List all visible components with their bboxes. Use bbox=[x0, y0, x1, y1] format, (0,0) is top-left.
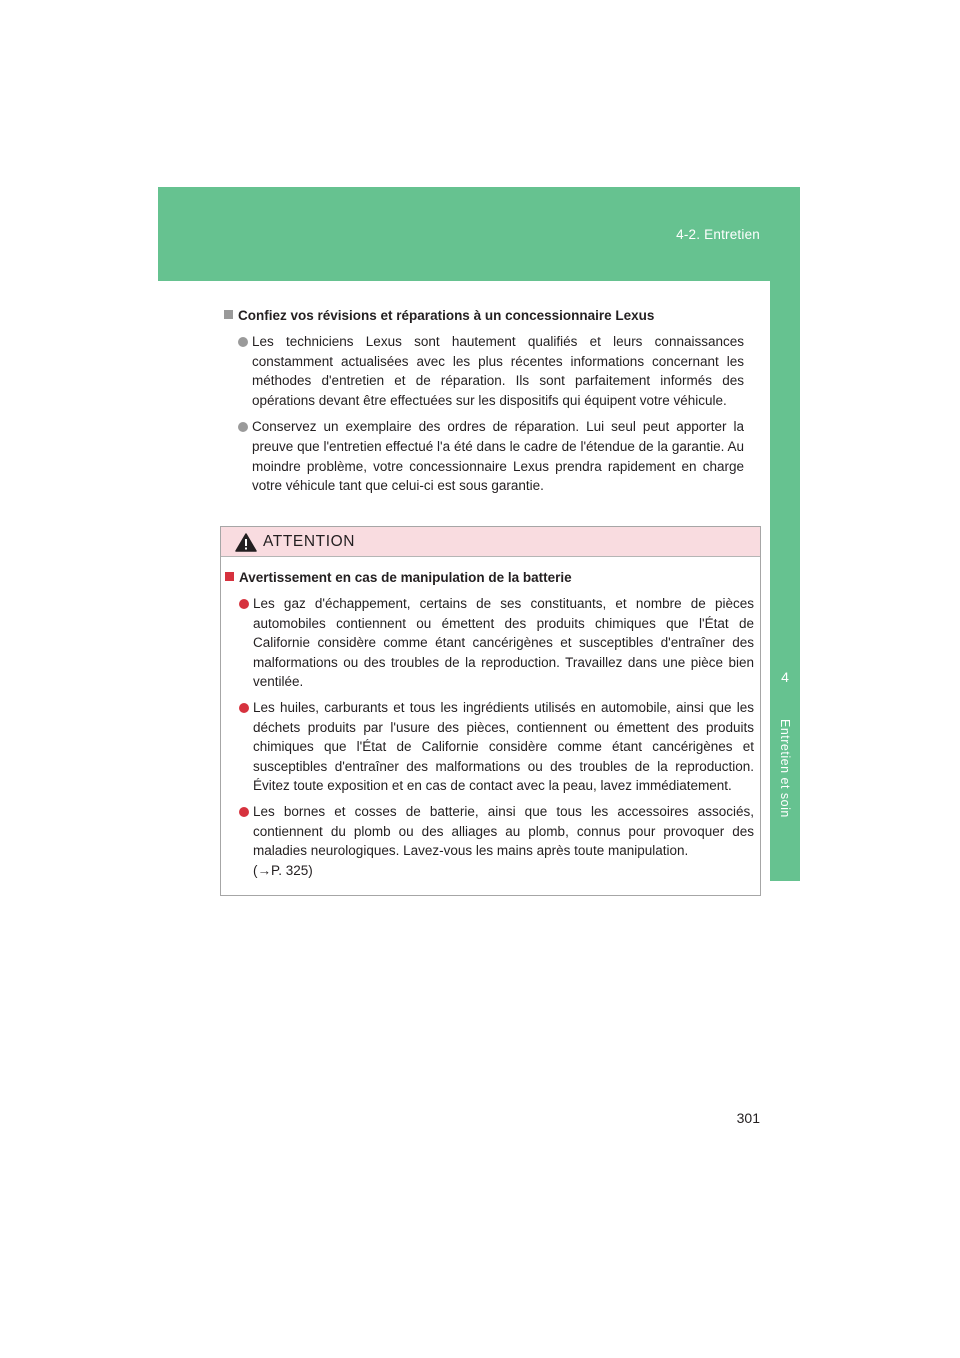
list-item-text: Les gaz d'échappement, certains de ses constituants, et nombre de pièces automobiles contiennent ou émettent des produits chimiques que l'État de Californie considère comme étant cancérigènes et susceptibles d'entraîner des malformations ou des troubles de la reproduction. Travaillez dans une pièce bien ventilée. bbox=[253, 596, 754, 690]
list-item-text: Les huiles, carburants et tous les ingrédients utilisés en automobile, ainsi que les déchets produits par l'usure des pièces, contiennent ou émettent des produits chimiques que l'État de Californie considère comme étant cancérigènes et susceptibles d'entraîner des malformations ou des troubles de la reproduction. Évitez toute exposition et en cas de contact avec la peau, lavez immédiatement. bbox=[253, 699, 754, 794]
attention-header bbox=[221, 527, 760, 557]
bullet-dot-icon bbox=[239, 807, 249, 817]
section-label: 4-2. Entretien bbox=[676, 227, 760, 242]
section-heading-text: Confiez vos révisions et réparations à un concessionnaire Lexus bbox=[238, 308, 655, 323]
bullet-dot-icon bbox=[239, 599, 249, 609]
warning-triangle-icon bbox=[235, 533, 257, 552]
chapter-title-container bbox=[770, 719, 800, 869]
list-item bbox=[224, 417, 744, 495]
square-bullet-icon bbox=[225, 572, 234, 581]
list-item-text: Conservez un exemplaire des ordres de réparation. Lui seul peut apporter la preuve que l'entretien effectué l'a été dans le cadre de l'étendue de la garantie. Au moindre problème, votre concessionnaire Lexus prendra rapidement en charge votre véhicule tant que celui-ci est sous garantie. bbox=[252, 419, 744, 494]
bullet-dot-icon bbox=[238, 337, 248, 347]
bullet-dot-icon bbox=[239, 703, 249, 713]
chapter-side-tab bbox=[770, 281, 800, 881]
list-item-text: Les techniciens Lexus sont hautement qualifiés et leurs connaissances constamment actualisées avec les plus récentes informations concernant les méthodes d'entretien et de réparation. Ils sont parfaitement informés des opérations devant être effectuées sur les dispositifs qui équipent votre véhicule. bbox=[252, 334, 744, 408]
page-reference[interactable]: (→P. 325) bbox=[253, 862, 313, 878]
main-section bbox=[224, 308, 744, 503]
list-item bbox=[225, 698, 754, 796]
page-number: 301 bbox=[736, 1110, 760, 1126]
list-item bbox=[225, 802, 754, 861]
attention-heading-text: Avertissement en cas de manipulation de la batterie bbox=[239, 570, 572, 585]
attention-box bbox=[220, 526, 761, 896]
attention-body bbox=[221, 557, 760, 880]
bullet-dot-icon bbox=[238, 422, 248, 432]
section-heading bbox=[224, 308, 744, 323]
list-item-text: Les bornes et cosses de batterie, ainsi que tous les accessoires associés, contiennent du plomb ou des alliages au plomb, connus pour provoquer des maladies neurologiques. Lavez-vous les mains après toute manipulation. bbox=[253, 803, 754, 859]
attention-heading bbox=[225, 570, 754, 585]
header-band bbox=[158, 187, 800, 281]
chapter-title: Entretien et soin bbox=[778, 719, 792, 818]
attention-title: ATTENTION bbox=[263, 533, 356, 550]
list-item bbox=[224, 332, 744, 410]
chapter-number: 4 bbox=[781, 669, 789, 685]
list-item bbox=[225, 594, 754, 692]
square-bullet-icon bbox=[224, 310, 233, 319]
